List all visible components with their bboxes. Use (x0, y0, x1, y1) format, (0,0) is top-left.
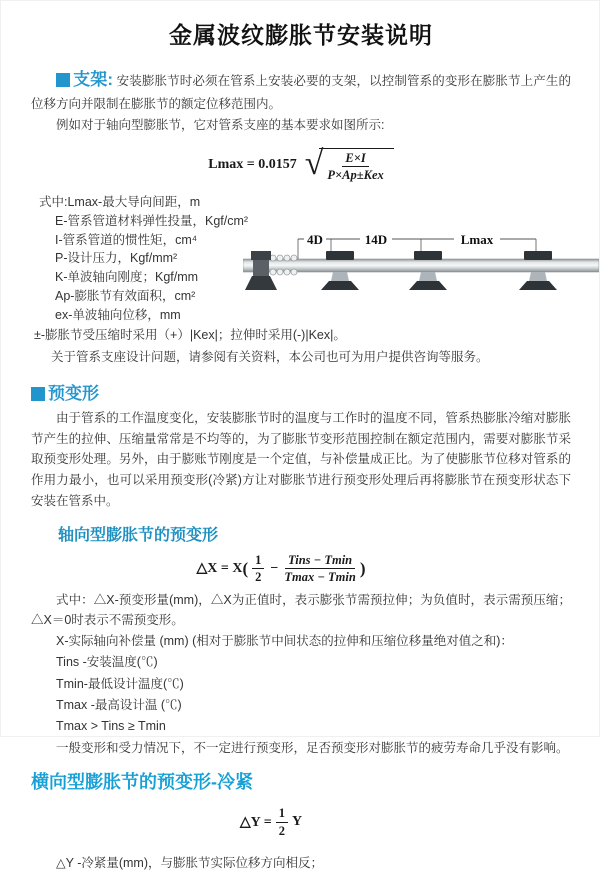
note-line: Tmin-最低设计温度(℃) (56, 676, 184, 691)
note-line: Tmax > Tins ≥ Tmin (56, 719, 166, 734)
sqrt-expression (304, 145, 394, 184)
lateral-coldpull-formula (31, 806, 511, 839)
note-line: 式中：△X-预变形量(mm)，△X为正值时，表示膨张节需预拉伸；为负值时，表示需预压缩；△X＝0时表示不需预变形。 (31, 593, 571, 627)
fraction-numerator: Tins − Tmin (285, 553, 355, 570)
fraction-numerator: E×I (342, 151, 368, 168)
close-paren: ) (359, 558, 366, 578)
half-fraction (252, 553, 264, 586)
definition-line: 式中:Lmax-最大导向间距，m (39, 195, 201, 210)
lateral-formula-lhs: △Y = (239, 814, 272, 830)
axial-subsection-heading: 轴向型膨胀节的预变形 (58, 526, 219, 544)
axial-notes-block (31, 591, 571, 758)
definition-line: Ap-膨胀节有效面积，cm² (55, 288, 196, 303)
axial-formula-prefix: △X = X (196, 561, 243, 577)
definition-line: E-管系管道材料弹性投量，Kgf/cm² (55, 213, 249, 228)
fraction-numerator: 1 (252, 553, 264, 570)
dim-label-lmax: Lmax (460, 232, 494, 248)
radical-sign: √ (304, 145, 324, 183)
fraction-denominator: 2 (278, 823, 285, 838)
lateral-formula-rhs: Y (291, 814, 303, 830)
definition-line: ex-单波轴向位移，mm (55, 307, 181, 322)
note-line: X-实际轴向补偿量 (mm) (相对于膨胀节中间状态的拉伸和压缩位移量绝对值之和)： (56, 633, 513, 648)
blue-square-bullet-icon (56, 73, 70, 87)
formula-definitions-block (31, 193, 571, 367)
note-line: Tmax -最高设计温 (℃) (56, 698, 182, 713)
pipe-support-diagram (243, 219, 599, 319)
axial-predeform-formula (31, 553, 531, 586)
open-paren: ( (242, 558, 249, 578)
support-section-heading (56, 70, 117, 89)
definition-line: ±-膨胀节受压缩时采用（+）|Kex|；拉伸时采用(-)|Kex|。 (34, 328, 346, 343)
half-fraction (276, 806, 288, 839)
note-line: Tins -安装温度(℃) (56, 655, 158, 670)
lateral-note-line: △Y -冷紧量(mm)，与膨胀节实际位移方向相反； (56, 855, 324, 870)
support-example-line: 例如对于轴向型膨胀节，它对管系支座的基本要求如图所示: (56, 117, 385, 132)
support-intro-text: 安装膨胀节时必须在管系上安装必要的支架，以控制管系的变形在膨胀节上产生的位移方向并限制在膨胀节的额定位移范围内。 (31, 74, 571, 112)
lmax-formula (31, 145, 571, 184)
blue-square-bullet-icon (31, 387, 45, 401)
support-heading-label: 支架: (73, 70, 114, 89)
fraction-denominator: P×Ap±Kex (327, 168, 384, 183)
definition-line: P-设计压力，Kgf/mm² (55, 251, 178, 266)
predeform-body-paragraph: 由于管系的工作温度变化，安装膨胀节时的温度与工作时的温度不同，管系热膨胀冷缩对膨胀节产生的拉伸、压缩量常常是不均等的，为了膨胀节变形范围控制在额定范围内，需要对膨胀节采取预变形处理。另外，由于膨账节刚度是一个定值，与补偿量成正比。为了使膨胀节位移对管系的作用力最小，也可以采用预变形(冷紧)方让对膨胀节进行预变形处理后再将膨胀节在预变形状态下安装在管系中。 (31, 410, 571, 508)
lmax-formula-fraction (327, 151, 383, 184)
predeform-heading-label: 预变形 (48, 383, 99, 403)
minus-operator: − (270, 560, 279, 576)
dim-label-4d: 4D (307, 232, 323, 248)
fraction-denominator: 2 (255, 570, 262, 585)
note-line: 一般变形和受力情况下，不一定进行预变形，足否预变形对膨胀节的疲劳寿命几乎没有影响。 (56, 740, 569, 755)
lateral-subsection-heading: 横向型膨胀节的预变形-冷紧 (31, 772, 253, 793)
lmax-formula-lhs: Lmax = 0.0157 (208, 157, 297, 173)
dim-label-14d: 14D (364, 232, 388, 248)
fraction-numerator: 1 (276, 806, 288, 823)
predeform-section-heading (31, 379, 571, 404)
fraction-denominator: Tmax − Tmin (284, 570, 356, 585)
page-title: 金属波纹膨胀节安装说明 (169, 22, 433, 48)
definition-line: 关于管系支座设计问题，请参阅有关资料，本公司也可为用户提供咨询等服务。 (51, 350, 489, 365)
support-intro-paragraph (31, 66, 571, 115)
definition-line: K-单波轴向刚度；Kgf/mm (55, 270, 199, 285)
temperature-fraction (284, 553, 355, 586)
definition-line: I-管系管道的惯性矩，cm⁴ (55, 232, 198, 247)
